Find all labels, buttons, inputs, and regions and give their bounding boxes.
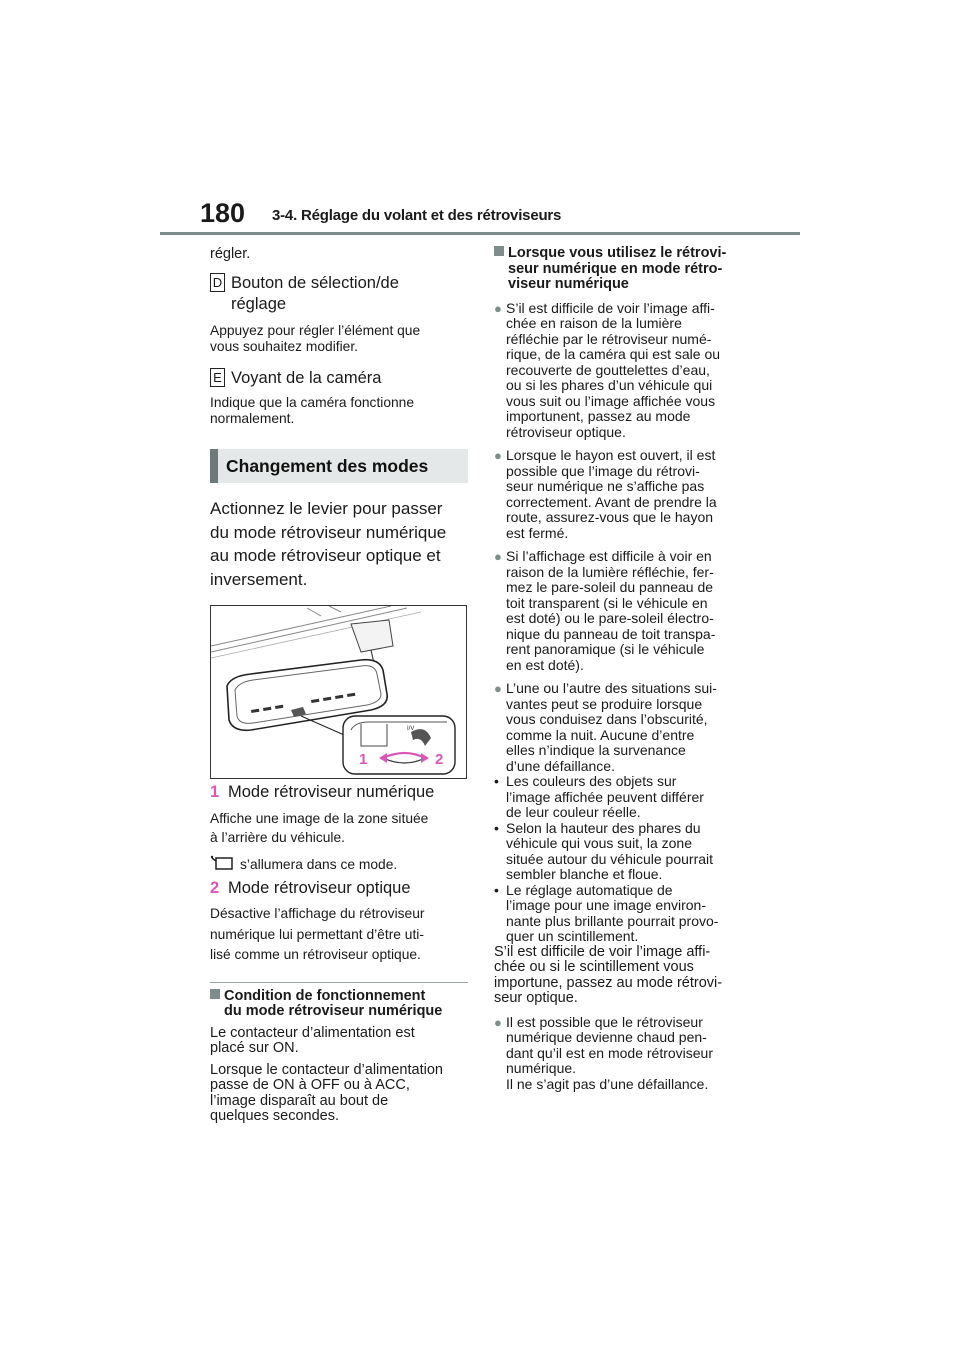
list-item-text [506, 774, 704, 821]
list-item-text [506, 301, 720, 441]
camera-indicator-icon [210, 855, 234, 871]
list-item-text-line: chée en raison de la lumière [506, 315, 682, 331]
list-item-text-line: comme la nuit. Aucune d’entre [506, 726, 695, 743]
condition-p2 [210, 1063, 468, 1125]
figure-label-1: 1 [359, 751, 368, 768]
left-column [210, 246, 468, 1125]
mode1-desc-2: à l’arrière du véhicule. [210, 830, 345, 845]
list-item-text-line: correctement. Avant de prendre la [506, 493, 717, 510]
item-d-title-2: réglage [231, 295, 287, 313]
list-item-text-line: située autour du véhicule pourrait [506, 850, 714, 867]
right-heading-3: viseur numérique [508, 276, 629, 292]
list-item-text-line: l’image affichée peuvent différer [506, 788, 704, 805]
item-d-desc-1: Appuyez pour régler l’élément que [210, 323, 421, 338]
list-item-text-line: réfléchie par le rétroviseur numé- [506, 330, 712, 347]
list-item [494, 821, 754, 883]
list-item-text-line: recouverte de gouttelettes d’eau, [506, 361, 710, 378]
list-item-text-line: numérique. [506, 1060, 577, 1076]
condition-p1 [210, 1026, 468, 1057]
list-item-text-line: ou si les phares d’un véhicule qui [506, 377, 713, 393]
list-item-text-line: véhicule qui vous suit, la zone [506, 835, 692, 851]
list-item [494, 1015, 754, 1093]
right-heading-1: Lorsque vous utilisez le rétrovi- [508, 245, 727, 261]
dash-bullet-icon: • [494, 819, 499, 836]
list-item-text-line: mez le pare-soleil du panneau de [506, 579, 714, 595]
list-item-text-line: L’une ou l’autre des situations sui- [506, 680, 717, 696]
item-d-desc-2: vous souhaitez modifier. [210, 339, 359, 354]
after-dashes-line: chée ou si le scintillement vous [494, 959, 694, 975]
condition-heading-1: Condition de fonctionnement [224, 987, 426, 1004]
mode1-title: Mode rétroviseur numérique [228, 783, 435, 801]
mode2-desc-1: Désactive l’affichage du rétroviseur [210, 906, 425, 921]
list-item-text-line: Il ne s’agit pas d’une défaillance. [506, 1075, 709, 1092]
condition-p2-2: passe de ON à OFF ou à ACC, [210, 1077, 410, 1093]
list-item-text-line: raison de la lumière réfléchie, fer- [506, 563, 714, 580]
list-item-text [506, 448, 717, 541]
intro-text: régler. [210, 246, 251, 262]
condition-p2-3: l’image disparaît au bout de [210, 1092, 389, 1109]
list-item-text-line: quer un scintillement. [506, 928, 639, 944]
after-dashes-line: S’il est difficile de voir l’image affi- [494, 943, 711, 960]
figure-label-2: 2 [435, 751, 444, 768]
square-bullet-icon [494, 246, 504, 256]
list-item-text-line: importunent, passez au mode [506, 408, 691, 424]
after-dashes-line: seur optique. [494, 990, 578, 1006]
list-item-text-line: vantes peut se produire lorsque [506, 695, 703, 712]
mode2-desc-3: lisé comme un rétroviseur optique. [210, 947, 421, 962]
mode1-heading [210, 782, 468, 803]
list-item [494, 549, 754, 673]
mode-body-line-4: inversement. [210, 569, 308, 589]
condition-p2-1: Lorsque le contacteur d’alimentation [210, 1061, 443, 1078]
list-item-text-line: toit transparent (si le véhicule en [506, 594, 708, 611]
item-d-title-1: Bouton de sélection/de [231, 274, 399, 292]
list-item-text [506, 821, 713, 883]
list-item-text-line: elles n’indique la survenance [506, 742, 686, 758]
dash-bullet-icon: • [494, 773, 499, 789]
list-item-text-line: Lorsque le hayon est ouvert, il est [506, 447, 716, 463]
list-item [494, 681, 754, 774]
mode-body [210, 497, 468, 591]
list-item-text-line: nante plus brillante pourrait provo- [506, 912, 719, 929]
list-item-text-line: est fermé. [506, 524, 569, 541]
mode-body-line-3: au mode rétroviseur optique et [210, 546, 441, 565]
mode1-icon-note-line [210, 855, 468, 873]
list-item-text-line: rétroviseur optique. [506, 423, 626, 440]
list-item-text-line: d’une défaillance. [506, 757, 615, 774]
svg-text:I/V: I/V [407, 726, 415, 732]
rearview-mirror-illustration [211, 606, 466, 778]
list-item-text-line: sembler blanche et floue. [506, 866, 663, 882]
mode2-desc-2: numérique lui permettant d’être uti- [210, 926, 424, 942]
condition-heading-2: du mode rétroviseur numérique [224, 1003, 443, 1019]
mode2-title: Mode rétroviseur optique [228, 879, 411, 897]
mode-body-line-1: Actionnez le levier pour passer [210, 499, 443, 518]
mode-heading: Changement des modes [210, 449, 468, 483]
list-item-text-line: numérique devienne chaud pen- [506, 1029, 707, 1045]
mode1-number: 1 [210, 783, 220, 801]
item-e-letter: E [210, 368, 225, 387]
mode2-number: 2 [210, 879, 220, 897]
right-last-bullet [494, 1015, 754, 1093]
after-dashes-line: importune, passez au mode rétrovi- [494, 974, 723, 991]
condition-p1-1: Le contacteur d’alimentation est [210, 1024, 415, 1041]
item-e-title: Voyant de la caméra [231, 369, 382, 387]
list-item [494, 448, 754, 541]
list-item-text-line: seur numérique ne s’affiche pas [506, 478, 705, 494]
mode2-heading [210, 878, 468, 899]
mode1-desc-1: Affiche une image de la zone située [210, 811, 429, 826]
list-item-text-line: vous suit ou l’image affichée vous [506, 392, 716, 409]
item-d-letter: D [210, 273, 225, 292]
right-bullets [494, 301, 754, 775]
list-item-text-line: Si l’affichage est difficile à voir en [506, 548, 712, 564]
mode-body-line-2: du mode rétroviseur numérique [210, 522, 447, 542]
round-bullet-icon: ● [494, 681, 502, 696]
list-item-text-line: route, assurez-vous que le hayon [506, 509, 714, 525]
list-item-text-line: possible que l’image du rétrovi- [506, 462, 700, 479]
list-item-text-line: Il est possible que le rétroviseur [506, 1013, 703, 1030]
list-item-text [506, 883, 718, 945]
right-after-dashes [494, 945, 754, 1007]
round-bullet-icon: ● [494, 448, 502, 463]
right-heading [494, 246, 754, 293]
list-item-text [506, 549, 715, 673]
list-item-text-line: S’il est difficile de voir l’image affi- [506, 299, 715, 316]
list-item-text-line: vous conduisez dans l’obscurité, [506, 711, 708, 727]
round-bullet-icon: ● [494, 300, 502, 316]
list-item-text-line: rent panoramique (si le véhicule [506, 641, 705, 657]
list-item-text-line: rique, de la caméra qui est sale ou [506, 346, 721, 362]
condition-heading [210, 989, 468, 1020]
item-e-heading [210, 368, 468, 389]
page-number: 180 [200, 198, 246, 228]
header-rule [160, 232, 800, 235]
list-item [494, 883, 754, 945]
right-dashes [494, 774, 754, 945]
item-d-desc [210, 323, 468, 355]
list-item-text-line: dant qu’il est en mode rétroviseur [506, 1044, 713, 1061]
list-item-text-line: Le réglage automatique de [506, 881, 673, 898]
dash-bullet-icon: • [494, 881, 499, 898]
item-e-desc-1: Indique que la caméra fonctionne [210, 395, 415, 410]
list-item-text [506, 681, 717, 774]
item-e-desc-2: normalement. [210, 411, 295, 426]
list-item [494, 301, 754, 441]
mirror-figure [210, 605, 467, 779]
list-item-text-line: nique du panneau de toit transpa- [506, 625, 716, 642]
condition-p2-4: quelques secondes. [210, 1108, 339, 1124]
list-item-text-line: l’image pour une image environ- [506, 897, 706, 913]
item-d-heading [210, 273, 468, 315]
list-item-text-line: de leur couleur réelle. [506, 804, 641, 820]
right-heading-2: seur numérique en mode rétro- [508, 260, 723, 277]
item-e-desc [210, 395, 468, 427]
list-item-text [506, 1015, 713, 1093]
round-bullet-icon: ● [494, 1014, 502, 1030]
square-bullet-icon [210, 989, 220, 999]
list-item-text-line: est doté) ou le pare-soleil électro- [506, 610, 714, 626]
section-title: 3-4. Réglage du volant et des rétroviseurs [272, 207, 562, 224]
list-item-text-line: Les couleurs des objets sur [506, 773, 677, 789]
condition-p1-2: placé sur ON. [210, 1040, 299, 1056]
list-item-text-line: Selon la hauteur des phares du [506, 819, 701, 836]
round-bullet-icon: ● [494, 549, 502, 564]
mode2-desc [210, 904, 468, 966]
list-item [494, 774, 754, 821]
list-item-text-line: en est doté). [506, 656, 584, 673]
right-column [494, 246, 754, 1092]
mode1-icon-note: s’allumera dans ce mode. [240, 857, 398, 872]
condition-rule [210, 982, 468, 983]
mode1-desc [210, 809, 468, 847]
